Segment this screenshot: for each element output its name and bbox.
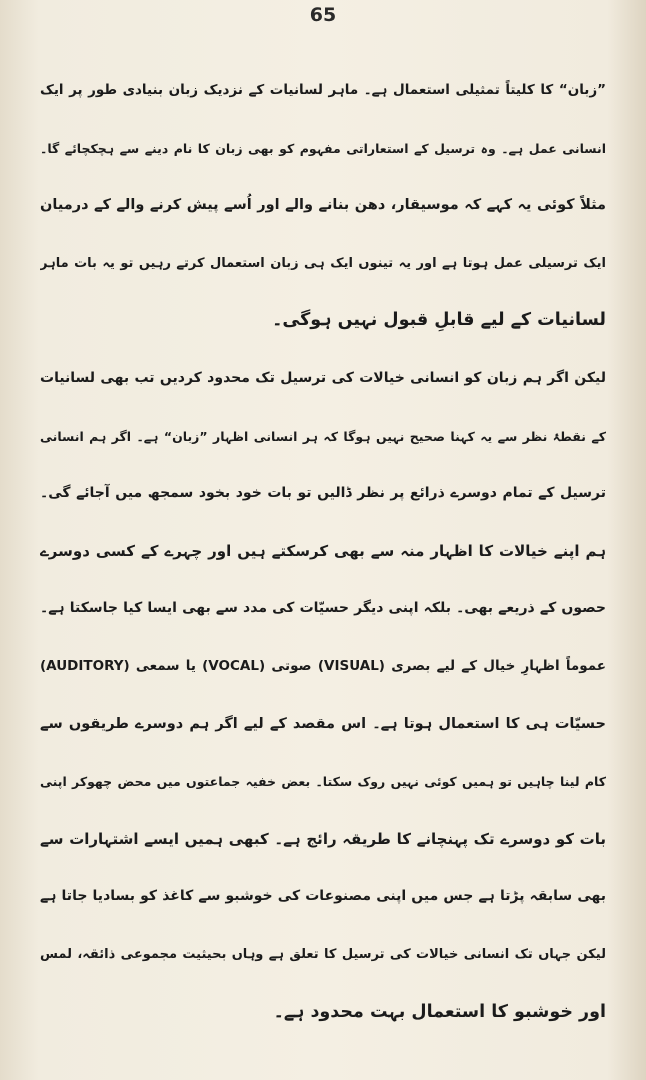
- text-line: حسیّات ہی کا استعمال ہوتا ہے۔ اس مقصد کے لیے اگر ہم دوسرے طریقوں سے: [40, 715, 606, 732]
- text-line: ترسیل کے تمام دوسرے ذرائع پر نظر ڈالیں تو بات خود بخود سمجھ میں آجائے گی۔: [40, 485, 606, 502]
- text-line: انسانی عمل ہے۔ وہ ترسیل کے استعاراتی مفہوم کو بھی زبان کا نام دینے سے ہچکچائے گا۔: [40, 140, 606, 156]
- text-line: بھی سابقہ پڑتا ہے جس میں اپنی مصنوعات کی خوشبو سے کاغذ کو بسادیا جاتا ہے: [40, 888, 606, 905]
- text-line: اور خوشبو کا استعمال بہت محدود ہے۔: [273, 1001, 606, 1022]
- text-line: ”زبان“ کا کلیتاً تمثیلی استعمال ہے۔ ماہر لسانیات کے نزدیک زبان بنیادی طور پر ایک: [40, 82, 606, 98]
- text-line: کے نقطۂ نظر سے یہ کہنا صحیح نہیں ہوگا کہ ہر انسانی اظہار ”زبان“ ہے۔ اگر ہم انسانی: [40, 428, 606, 444]
- page-number: 65: [309, 4, 337, 26]
- text-line: حصوں کے ذریعے بھی۔ بلکہ اپنی دیگر حسیّات کی مدد سے بھی ایسا کیا جاسکتا ہے۔: [40, 600, 606, 617]
- text-line: لیکن اگر ہم زبان کو انسانی خیالات کی ترسیل تک محدود کردیں تب بھی لسانیات: [40, 369, 606, 386]
- text-line: عموماً اظہارِ خیال کے لیے بصری (VISUAL) صوتی (VOCAL) یا سمعی (AUDITORY): [40, 657, 606, 674]
- text-line: بات کو دوسرے تک پہنچانے کا طریقہ رائج ہے۔ کبھی ہمیں ایسے اشتہارات سے: [40, 829, 606, 848]
- text-line: ہم اپنے خیالات کا اظہار منہ سے بھی کرسکتے ہیں اور چہرے کے کسی دوسرے: [40, 541, 606, 560]
- text-line: لیکن جہاں تک انسانی خیالات کی ترسیل کا تعلق ہے وہاں بحیثیت مجموعی ذائقہ، لمس: [40, 946, 606, 962]
- text-line: کام لینا چاہیں تو ہمیں کوئی نہیں روک سکتا۔ بعض خفیہ جماعتوں میں محض چھوکر اپنی: [40, 774, 606, 790]
- text-line: ایک ترسیلی عمل ہوتا ہے اور یہ تینوں ایک ہی زبان استعمال کرتے رہیں تو یہ بات ماہر: [40, 255, 606, 271]
- body-text: [40, 62, 606, 1041]
- text-line: لسانیات کے لیے قابلِ قبول نہیں ہوگی۔: [272, 310, 606, 331]
- text-line: مثلاً کوئی یہ کہے کہ موسیقار، دھن بنانے والے اور اُسے پیش کرنے والے کے درمیان: [40, 197, 606, 214]
